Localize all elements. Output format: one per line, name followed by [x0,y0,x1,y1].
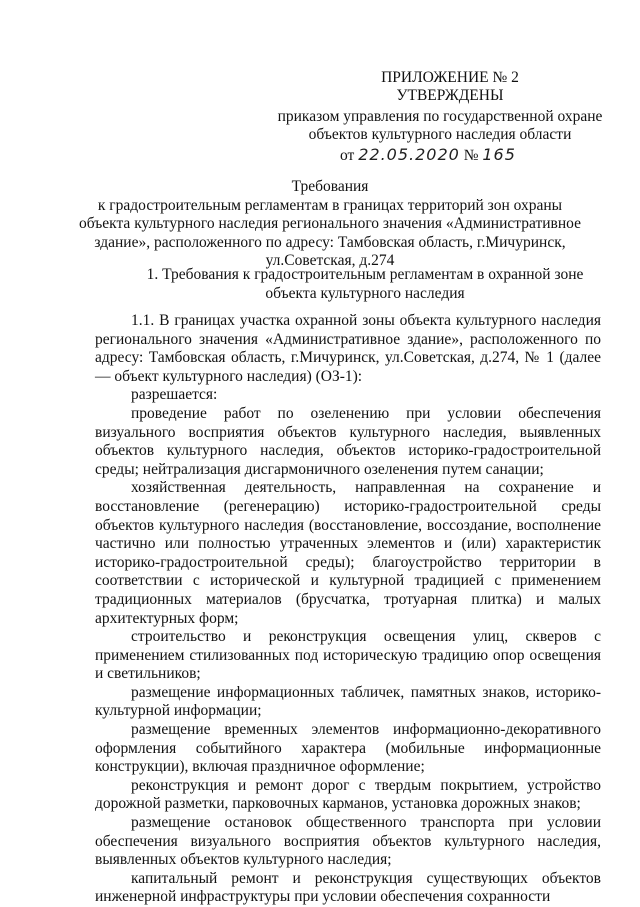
paragraph: реконструкция и ремонт дорог с твердым покрытием, устройство дорожной разметки, парковочных карманов, установка дорожных знаков; [95,776,601,813]
order-line-1: приказом управления по государственной охране [277,108,603,125]
handwritten-number: 165 [482,145,516,164]
section-line-2: объекта культурного наследия [265,285,465,302]
title-line-1: к градостроительным регламентам в границах территорий зон охраны [97,196,563,214]
order-date-line [340,145,580,165]
title-line-2: объекта культурного наследия регионального значения «Административное [79,215,581,232]
title-line-3: здание», расположенного по адресу: Тамбовская область, г.Мичуринск, [94,233,566,251]
title-line-4: ул.Советская, д.274 [265,252,395,269]
number-prefix: № [463,147,479,164]
section-line-1: 1. Требования к градостроительным регламентам в охранной зоне [146,266,584,283]
paragraph: хозяйственная деятельность, направленная на сохранение и восстановление (регенерацию) историко-градостроительной среды объектов культурного наследия (восстановление, воссоздание, восполнение частично или полностью утраченных элементов и (или) характеристик историко-градостроительной среды); благоустройство территории в соответствии с исторической и культурной традицией с применением традиционных материалов (брусчатка, тротуарная плитка) и малых архитектурных форм; [95,479,601,627]
paragraph: разрешается: [131,386,218,404]
paragraph: размещение временных элементов информационно-декоративного оформления событийного характера (мобильные информационные конструкции), включая праздничное оформление; [95,721,601,776]
document-title [60,178,600,271]
paragraph: строительство и реконструкция освещения улиц, скверов с применением стилизованных под историческую традицию опор освещения и светильников; [95,628,601,683]
title-heading: Требования [291,178,369,195]
paragraph: проведение работ по озеленению при условии обеспечения визуального восприятия объектов культурного наследия, выявленных объектов культурного наследия, объектов историко-градостроительной среды; нейтрализация дисгармоничного озеленения путем санации; [95,404,601,478]
paragraph: размещение остановок общественного транспорта при условии обеспечения визуального восприятия объектов культурного наследия, выявленных объектов культурного наследия; [95,814,601,869]
date-prefix: от [340,147,355,164]
section-heading [140,265,590,303]
approved-label: УТВЕРЖДЕНЫ [396,87,504,104]
handwritten-date: 22.05.2020 [358,145,460,164]
document-body [95,312,601,907]
paragraph: 1.1. В границах участка охранной зоны объекта культурного наследия регионального значения «Административное здание», расположенного по адресу: Тамбовская область, г.Мичуринск, ул.Советская, д.274, № 1 (далее — объект культурного наследия) (ОЗ-1): [95,312,601,385]
order-line-2: объектов культурного наследия области [308,126,572,143]
paragraph: капитальный ремонт и реконструкция существующих объектов инженерной инфраструктуры при условии обеспечения сохранности [95,869,601,906]
appendix-label: ПРИЛОЖЕНИЕ № 2 [381,69,519,86]
paragraph: размещение информационных табличек, памятных знаков, историко-культурной информации; [95,683,601,720]
